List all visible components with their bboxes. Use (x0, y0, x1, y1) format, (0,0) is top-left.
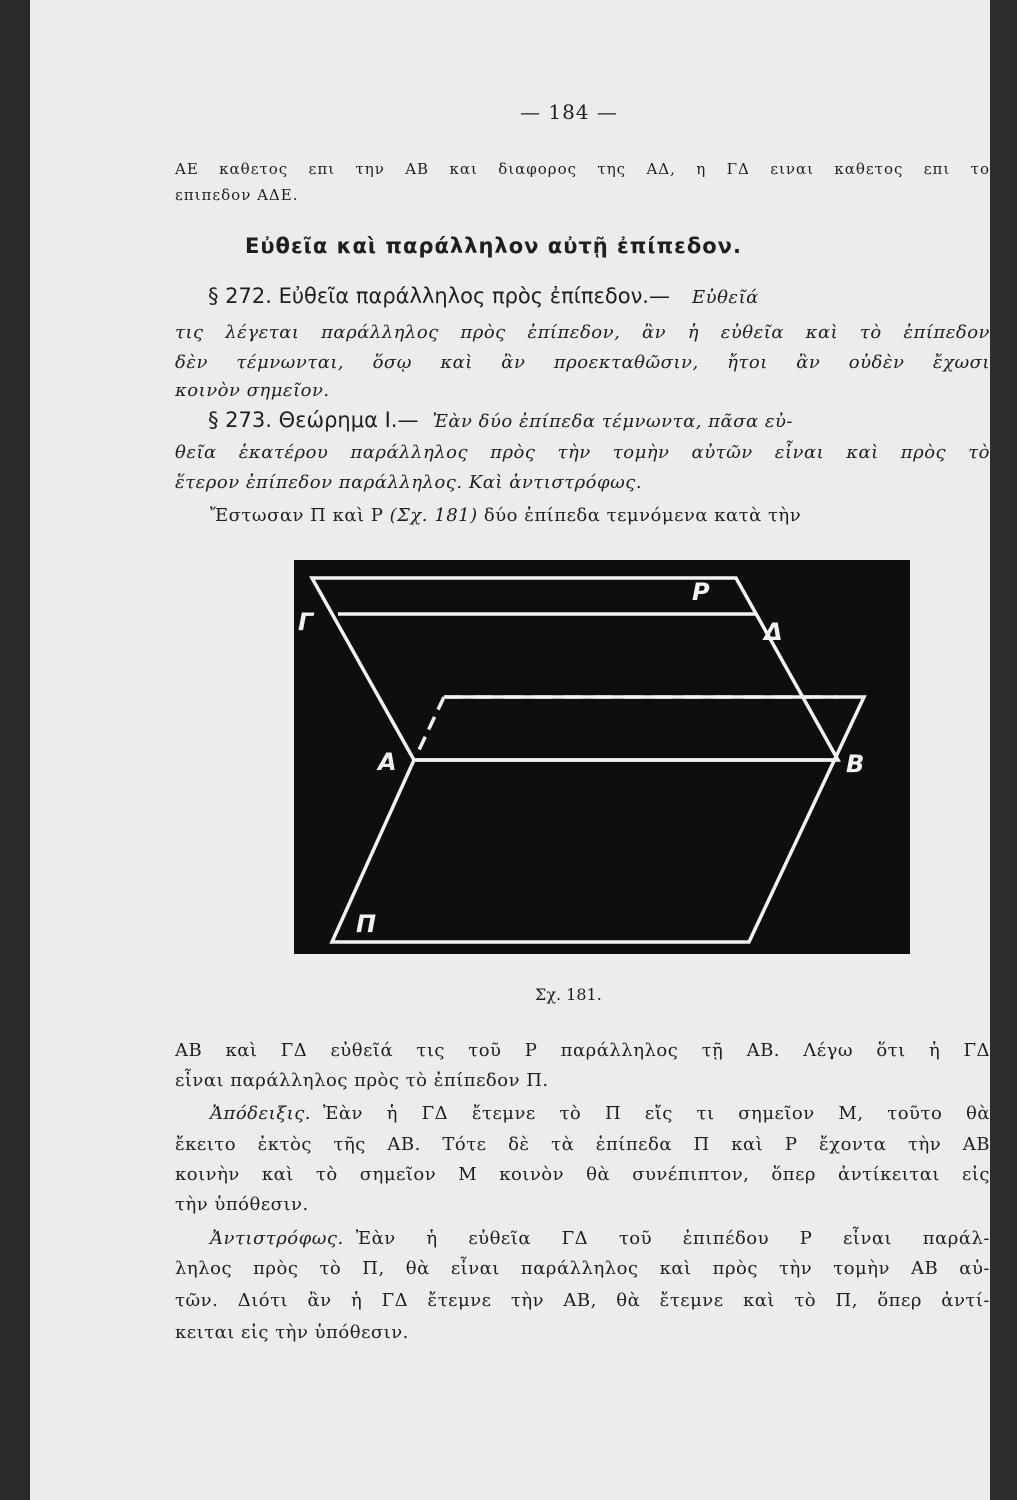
figure-181-diagram (294, 560, 910, 954)
para-273-text-start: Ἐὰν δύο ἐπίπεδα τέμνωντα, πᾶσα εὐ- (432, 411, 793, 432)
figure-reference: (Σχ. 181) (389, 505, 478, 526)
after-figure-line-2: εἶναι παράλληλος πρὸς τὸ ἐπίπεδον Π. (175, 1070, 549, 1091)
top-line-1: ΑΕ καθετος επι την ΑΒ και διαφορος της ΑΔ, η ΓΔ ειναι καθετος επι το (175, 160, 990, 178)
figure-caption: Σχ. 181. (535, 985, 602, 1004)
figure-181 (294, 560, 910, 954)
converse-first-line (210, 1228, 990, 1249)
section-heading: Εὐθεῖα καὶ παράλληλον αὐτῇ ἐπίπεδον. (245, 234, 742, 258)
plane-pi-outline (332, 697, 864, 942)
para-273-label: § 273. Θεώρημα Ι.— (208, 408, 419, 432)
para-273-line-2: θεῖα ἑκατέρου παράλληλος πρὸς τὴν τομὴν αὐτῶν εἶναι καὶ πρὸς τὸ (175, 442, 990, 463)
plane-rho-outline (312, 578, 838, 760)
para-272-line-4: κοινὸν σημεῖον. (175, 380, 330, 401)
label-alpha: Α (378, 748, 397, 776)
page-number: — 184 — (520, 100, 618, 124)
converse-line-2: ληλος πρὸς τὸ Π, θὰ εἶναι παράλληλος καὶ πρὸς τὴν τομὴν ΑΒ αὐ- (175, 1258, 990, 1279)
para-273-line-3: ἕτερον ἐπίπεδον παράλληλος. Καὶ ἀντιστρόφως. (175, 472, 643, 493)
para-273-first-line (208, 408, 793, 432)
para-272-line-2: τις λέγεται παράλληλος πρὸς ἐπίπεδον, ἂν ἡ εὐθεῖα καὶ τὸ ἐπίπεδον (175, 322, 990, 343)
line-before-figure-pre: Ἔστωσαν Π καὶ Ρ (210, 505, 384, 526)
page-edge-right (990, 0, 1017, 1500)
label-rho: Ρ (692, 578, 710, 606)
label-beta: Β (846, 750, 865, 778)
top-line-2: επιπεδον ΑΔΕ. (175, 186, 299, 204)
converse-label: Ἀντιστρόφως. (210, 1228, 344, 1249)
plane-pi-hidden-side (419, 697, 444, 750)
proof-first-line (210, 1103, 990, 1124)
para-272-line-3: δὲν τέμνωνται, ὅσῳ καὶ ἂν προεκταθῶσιν, ἤτοι ἂν οὐδὲν ἔχωσι (175, 352, 990, 373)
para-272-first-line (208, 284, 759, 308)
line-before-figure (210, 505, 801, 526)
page-edge-left (0, 0, 30, 1500)
label-delta: Δ (764, 618, 783, 646)
label-gamma: Γ (298, 608, 314, 636)
para-272-text-start: Εὐθεῖά (691, 287, 759, 308)
after-figure-line-1: ΑΒ καὶ ΓΔ εὐθεῖά τις τοῦ Ρ παράλληλος τῇ ΑΒ. Λέγω ὅτι ἡ ΓΔ (175, 1040, 990, 1061)
converse-line-3: τῶν. Διότι ἂν ἡ ΓΔ ἔτεμνε τὴν ΑΒ, θὰ ἔτεμνε καὶ τὸ Π, ὅπερ ἀντί- (175, 1290, 990, 1311)
converse-line-4: κειται εἰς τὴν ὑπόθεσιν. (175, 1322, 409, 1343)
label-pi: Π (356, 910, 377, 938)
converse-text-start: Ἐὰν ἡ εὐθεῖα ΓΔ τοῦ ἐπιπέδου Ρ εἶναι παράλ- (355, 1228, 990, 1249)
para-272-label: § 272. Εὐθεῖα παράλληλος πρὸς ἐπίπεδον.— (208, 284, 670, 308)
proof-line-4: τὴν ὑπόθεσιν. (175, 1194, 309, 1215)
proof-line-3: κοινὴν καὶ τὸ σημεῖον Μ κοινὸν θὰ συνέπιπτον, ὅπερ ἀντίκειται εἰς (175, 1164, 990, 1185)
line-before-figure-post: δύο ἐπίπεδα τεμνόμενα κατὰ τὴν (483, 505, 802, 526)
proof-line-2: ἔκειτο ἐκτὸς τῆς ΑΒ. Τότε δὲ τὰ ἐπίπεδα Π καὶ Ρ ἔχοντα τὴν ΑΒ (175, 1134, 990, 1155)
proof-label: Ἀπόδειξις. (210, 1103, 311, 1124)
proof-text-start: Ἐὰν ἡ ΓΔ ἔτεμνε τὸ Π εἴς τι σημεῖον Μ, τοῦτο θὰ (323, 1103, 990, 1124)
